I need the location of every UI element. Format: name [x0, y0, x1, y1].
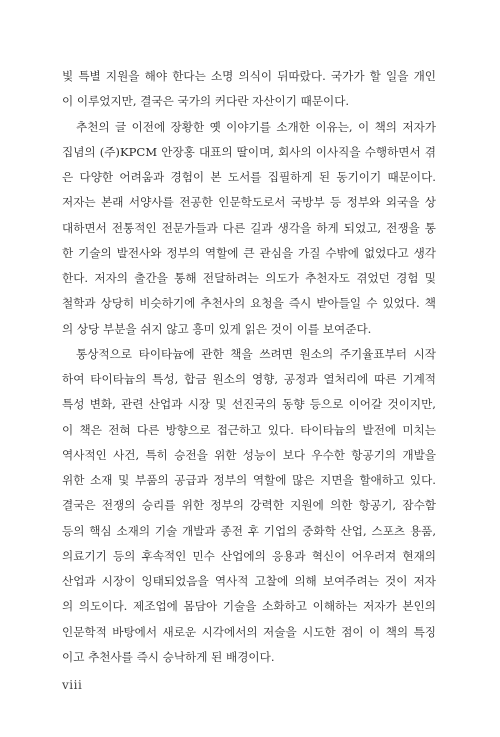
text-line: 한다. 저자의 출간을 통해 전달하려는 의도가 추천자도 겪었던 경험 및: [62, 271, 436, 285]
text-line: 이고 추천사를 즉시 승낙하게 된 배경이다.: [62, 649, 275, 664]
text-line: 산업과 시장이 잉태되었음을 역사적 고찰에 의해 보여주려는 것이 저자: [62, 574, 436, 588]
text-line: 위한 소재 및 부품의 공급과 정부의 역할에 많은 지면을 할애하고 있다.: [62, 473, 436, 487]
text-line: 이 책은 전혀 다른 방향으로 접근하고 있다. 타이타늄의 발전에 미치는: [62, 422, 436, 437]
text-line: 통상적으로 타이타늄에 관한 책을 쓰려면 원소의 주기율표부터 시작: [76, 346, 436, 361]
text-line: 특성 변화, 관련 산업과 시장 및 선진국의 동향 등으로 이어갈 것이지만,: [62, 397, 436, 412]
text-line: 은 다양한 어려움과 경험이 본 도서를 집필하게 된 동기이기 때문이다.: [62, 170, 436, 184]
text-line: 추천의 글 이전에 장황한 옛 이야기를 소개한 이유는, 이 책의 저자가: [76, 119, 436, 134]
text-line: 결국은 전쟁의 승리를 위한 정부의 강력한 지원에 의한 항공기, 잠수함: [62, 498, 436, 513]
page-number: viii: [62, 678, 83, 692]
body-text: [62, 64, 436, 670]
text-line: 대하면서 전통적인 전문가들과 다른 길과 생각을 하게 되었고, 전쟁을 통: [62, 220, 436, 235]
text-line: 이 이루었지만, 결국은 국가의 커다란 자산이기 때문이다.: [62, 94, 350, 109]
text-line: 하여 타이타늄의 특성, 합금 원소의 영향, 공정과 열처리에 따른 기계적: [62, 372, 436, 386]
text-line: 의 상당 부분을 쉬지 않고 흥미 있게 읽은 것이 이를 보여준다.: [62, 321, 372, 336]
text-line: 의료기기 등의 후속적인 민수 산업에의 응용과 혁신이 어우러져 현재의: [62, 548, 436, 563]
text-line: 철학과 상당히 비슷하기에 추천사의 요청을 즉시 받아들일 수 있었다. 책: [62, 296, 436, 311]
text-line: 인문학적 바탕에서 새로운 시각에서의 저술을 시도한 점이 이 책의 특징: [62, 624, 436, 639]
text-line: 의 의도이다. 제조업에 몸담아 기술을 소화하고 이해하는 저자가 본인의: [62, 599, 436, 614]
text-line: 집념의 (주)KPCM 안장홍 대표의 딸이며, 회사의 이사직을 수행하면서 겪: [62, 144, 436, 159]
text-line: 등의 핵심 소재의 기술 개발과 종전 후 기업의 중화학 산업, 스포츠 용품,: [62, 523, 436, 538]
text-line: 역사적인 사건, 특히 승전을 위한 성능이 보다 우수한 항공기의 개발을: [62, 447, 436, 462]
text-line: 빛 특별 지원을 해야 한다는 소명 의식이 뒤따랐다. 국가가 할 일을 개인: [62, 69, 436, 83]
text-line: 저자는 본래 서양사를 전공한 인문학도로서 국방부 등 정부와 외국을 상: [62, 195, 436, 210]
text-line: 한 기술의 발전사와 정부의 역할에 큰 관심을 가질 수밖에 없었다고 생각: [62, 245, 436, 260]
